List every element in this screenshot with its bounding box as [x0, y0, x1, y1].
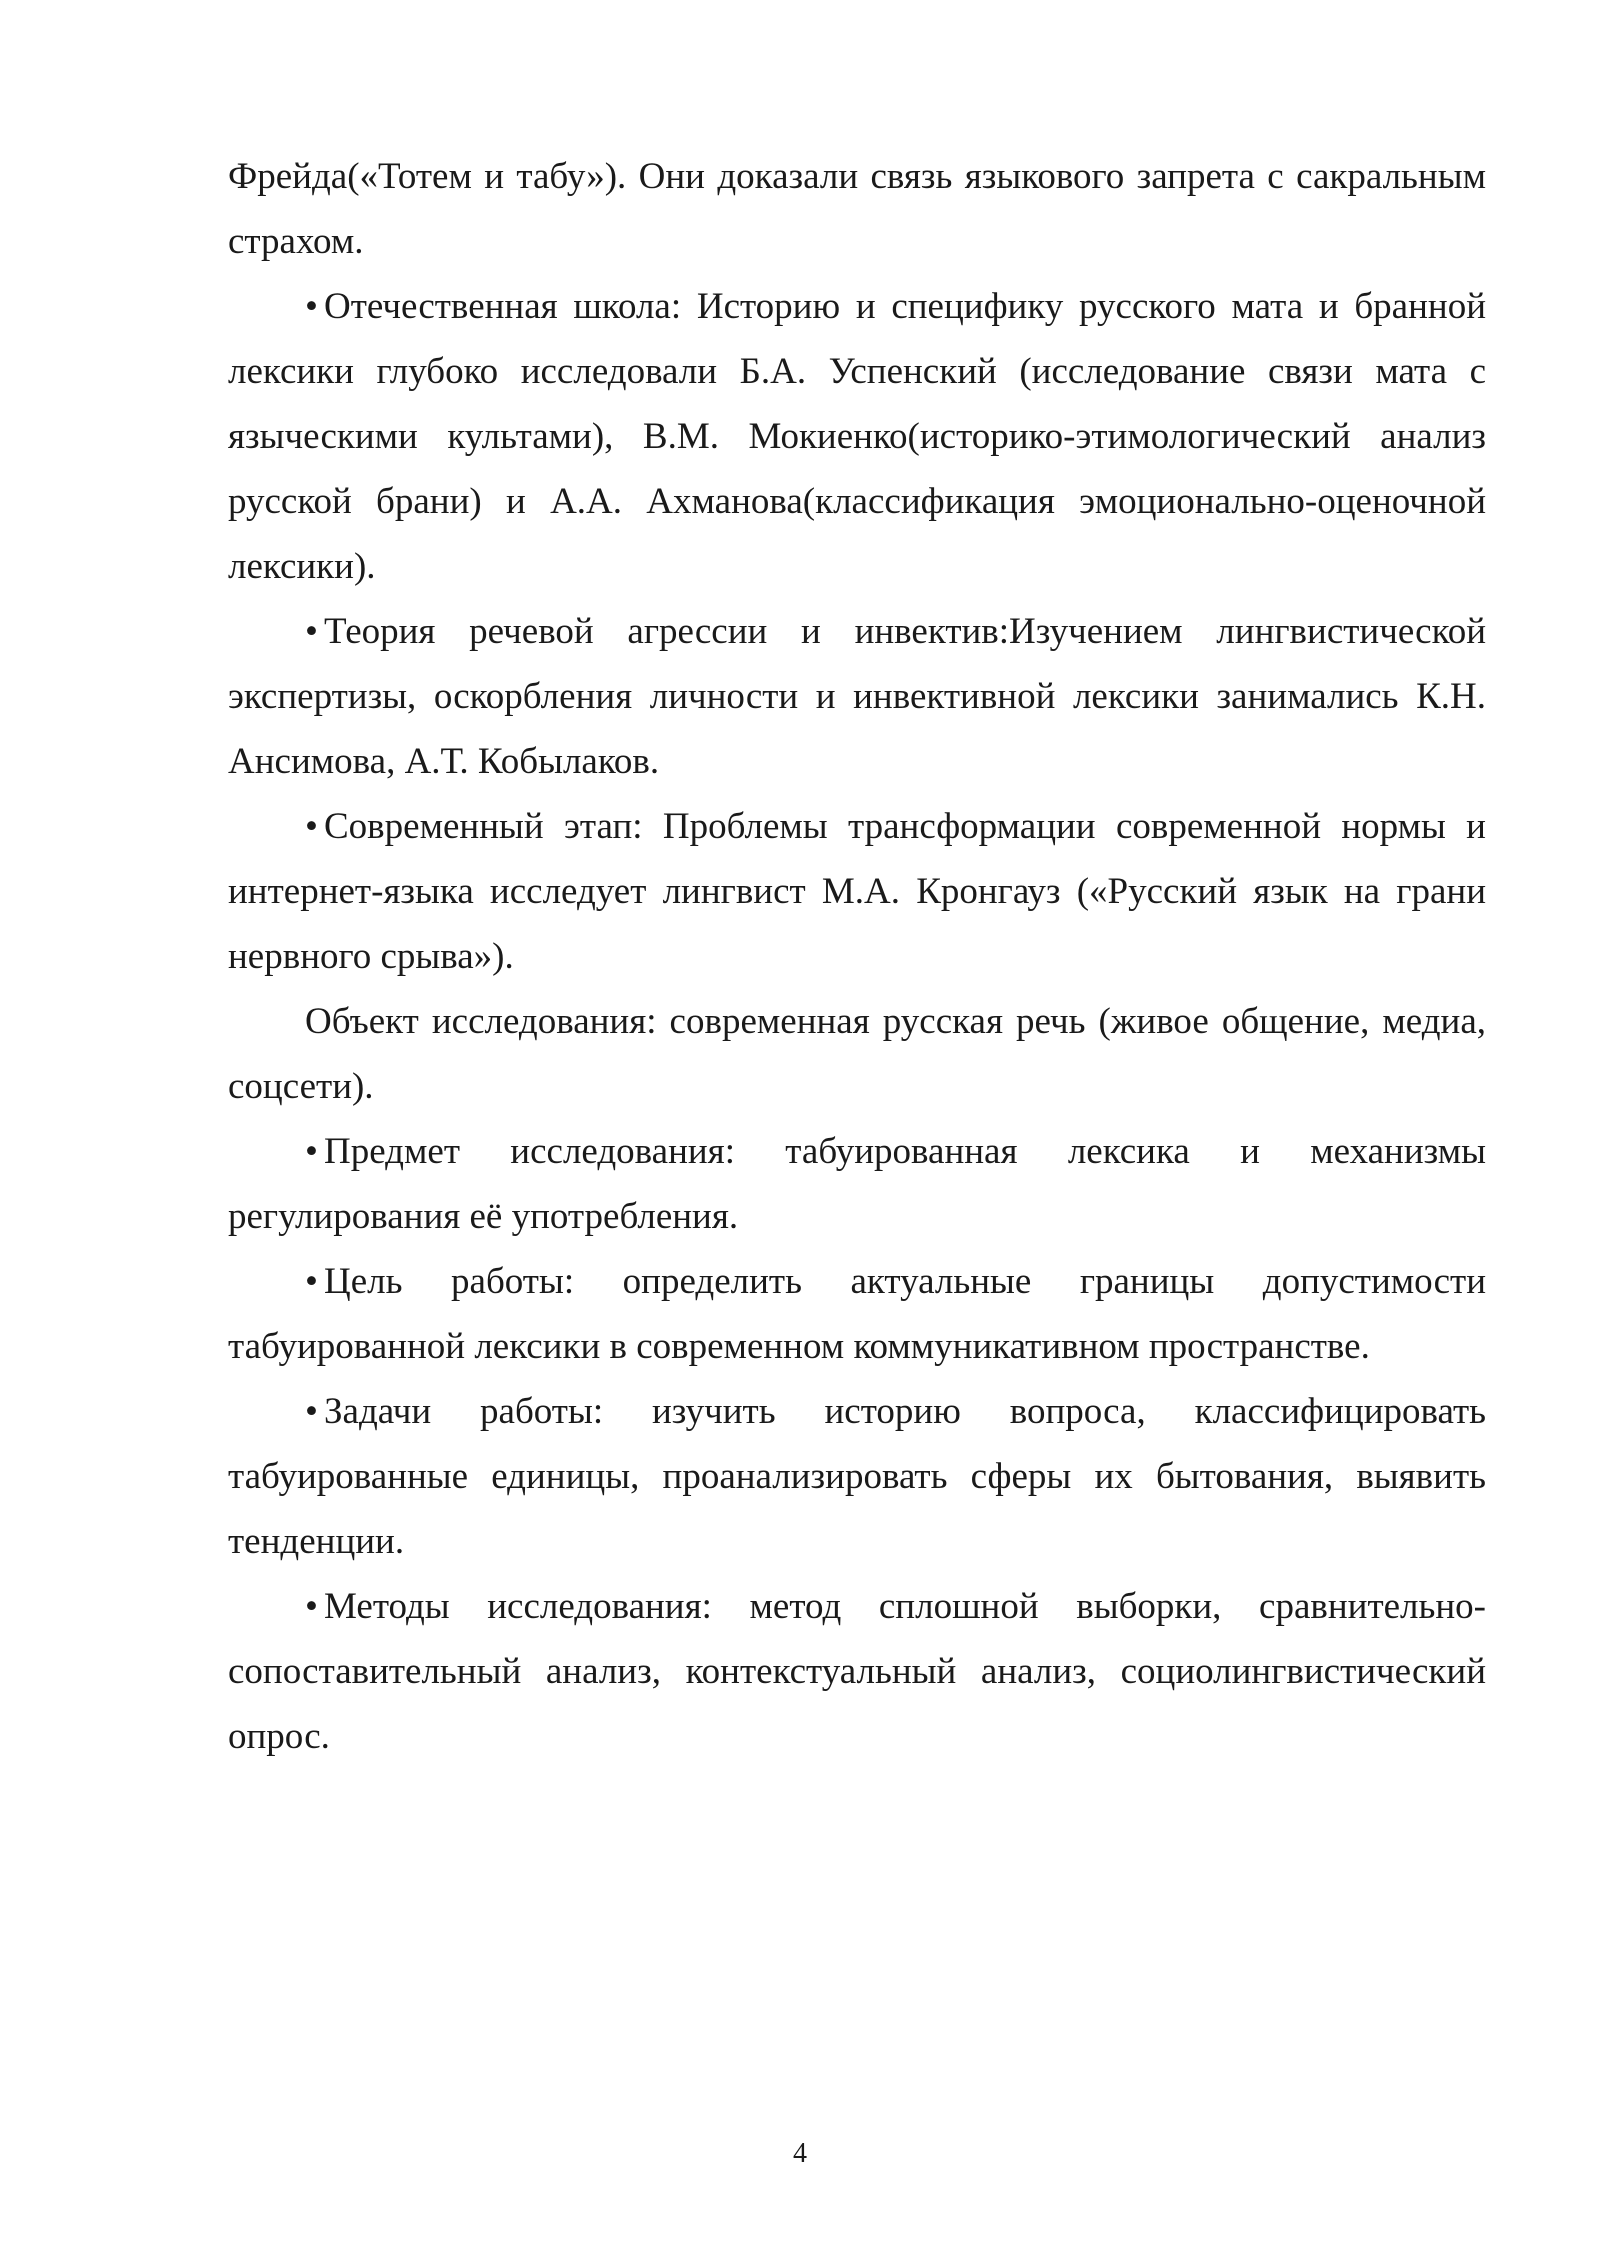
paragraph-research-object [228, 989, 1486, 1119]
bullet-marker: • [305, 1261, 318, 1302]
paragraph-text: Фрейда(«Тотем и табу»). Они доказали связь языкового запрета с сакральным страхом. [228, 156, 1486, 262]
document-body [228, 144, 1486, 1769]
paragraph-continuation [228, 144, 1486, 274]
bullet-marker: • [305, 806, 318, 847]
bullet-paragraph-research-subject [228, 1119, 1486, 1249]
bullet-paragraph-modern-stage [228, 794, 1486, 989]
paragraph-text: Предмет исследования: табуированная лексика и механизмы регулирования её употребления. [228, 1131, 1486, 1237]
bullet-marker: • [305, 611, 318, 652]
bullet-paragraph-methods [228, 1574, 1486, 1769]
bullet-marker: • [305, 1131, 318, 1172]
bullet-paragraph-speech-aggression [228, 599, 1486, 794]
paragraph-text: Отечественная школа: Историю и специфику русского мата и бранной лексики глубоко исследовали Б.А. Успенский (исследование связи мата с языческими культами), В.М. Мокиенко(историко-этимологический анализ русской брани) и А.А. Ахманова(классификация эмоционально-оценочной лексики). [228, 286, 1486, 587]
paragraph-text: Методы исследования: метод сплошной выборки, сравнительно-сопоставительный анализ, контекстуальный анализ, социолингвистический опрос. [228, 1586, 1486, 1757]
page-number: 4 [793, 2138, 807, 2169]
bullet-paragraph-tasks [228, 1379, 1486, 1574]
paragraph-text: Теория речевой агрессии и инвектив:Изучением лингвистической экспертизы, оскорбления личности и инвективной лексики занимались К.Н. Ансимова, А.Т. Кобылаков. [228, 611, 1486, 782]
bullet-marker: • [305, 286, 318, 327]
bullet-paragraph-goal [228, 1249, 1486, 1379]
paragraph-text: Современный этап: Проблемы трансформации современной нормы и интернет-языка исследует лингвист М.А. Кронгауз («Русский язык на грани нервного срыва»). [228, 806, 1486, 977]
paragraph-text: Объект исследования: современная русская речь (живое общение, медиа, соцсети). [228, 1001, 1486, 1107]
bullet-marker: • [305, 1391, 318, 1432]
paragraph-text: Задачи работы: изучить историю вопроса, классифицировать табуированные единицы, проанализировать сферы их бытования, выявить тенденции. [228, 1391, 1486, 1562]
paragraph-text: Цель работы: определить актуальные границы допустимости табуированной лексики в современном коммуникативном пространстве. [228, 1261, 1486, 1367]
bullet-marker: • [305, 1586, 318, 1627]
bullet-paragraph-domestic-school [228, 274, 1486, 599]
